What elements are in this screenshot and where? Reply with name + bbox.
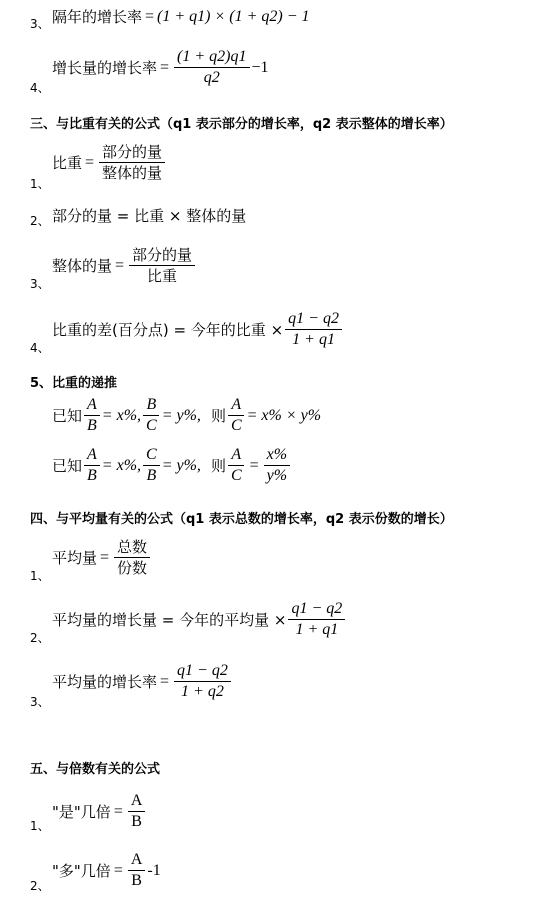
value-x: = x%, (101, 456, 142, 474)
fraction-x-y (264, 446, 290, 485)
lhs-label: 隔年的增长率 (52, 8, 143, 26)
item-number: 2、 (30, 879, 50, 893)
equation (52, 143, 167, 182)
denominator: B (87, 417, 97, 434)
fraction (128, 851, 146, 890)
numerator: B (143, 396, 159, 416)
lhs-label: 平均量的增长率 (52, 673, 158, 691)
then-label: 则 (210, 457, 226, 475)
denominator: B (87, 467, 97, 484)
item-number: 3、 (30, 17, 50, 31)
denominator: B (131, 872, 142, 889)
item-number: 3、 (30, 277, 50, 291)
denominator: q2 (203, 69, 220, 86)
lhs-label: 比重 (52, 154, 83, 172)
formula-text: 部分的量 = 比重 × 整体的量 (52, 207, 247, 225)
item-number: 2、 (30, 214, 50, 228)
item-number: 2、 (30, 631, 50, 645)
equals-sign: = (113, 861, 123, 879)
fraction-b-c (143, 396, 160, 435)
numerator: A (84, 446, 100, 466)
then-label: 则 (210, 407, 226, 425)
lhs-label: "是"几倍 (52, 803, 111, 821)
numerator: C (143, 446, 160, 466)
numerator: q1 − q2 (285, 310, 342, 330)
result: = x% × y% (246, 406, 322, 424)
numerator: A (128, 851, 146, 871)
numerator: 部分的量 (99, 143, 165, 163)
equals-sign: = (85, 153, 95, 171)
fraction (174, 48, 249, 87)
equation (52, 396, 321, 435)
lhs-label: 比重的差(百分点) = 今年的比重 × (52, 321, 284, 339)
numerator: A (228, 446, 244, 466)
denominator: C (146, 417, 157, 434)
equation (52, 48, 269, 87)
fraction-a-b (84, 396, 100, 435)
fraction (114, 538, 150, 577)
item-number: 3、 (30, 695, 50, 709)
subheading-proportion-recursion: 5、比重的递推 (30, 376, 118, 391)
fraction (285, 310, 342, 349)
fraction (129, 246, 195, 285)
section-heading-average: 四、与平均量有关的公式（q1 表示总数的增长率，q2 表示份数的增长） (30, 512, 453, 527)
equation (52, 205, 246, 226)
equation (52, 662, 233, 701)
lhs-label: 增长量的增长率 (52, 59, 158, 77)
value-y: = y%, (161, 406, 201, 424)
numerator: 总数 (114, 538, 150, 558)
lhs-label: 整体的量 (52, 257, 113, 275)
item-number: 4、 (30, 341, 50, 355)
value-y: = y%, (161, 456, 201, 474)
known-label: 已知 (52, 457, 83, 475)
item-number: 1、 (30, 819, 50, 833)
equation (52, 792, 147, 831)
fraction (128, 792, 146, 831)
equation (52, 246, 197, 285)
fraction-a-c (228, 446, 245, 485)
value-x: = x%, (101, 406, 142, 424)
equation (52, 600, 347, 639)
fraction-a-b (84, 446, 100, 485)
equals-sign: = (160, 58, 170, 76)
equation (52, 538, 152, 577)
denominator: C (230, 417, 242, 434)
denominator: y% (266, 467, 288, 484)
numerator: q1 − q2 (174, 662, 231, 682)
numerator: x% (264, 446, 290, 466)
section-heading-multiple: 五、与倍数有关的公式 (30, 762, 161, 777)
item-number: 4、 (30, 81, 50, 95)
tail-term: −1 (251, 58, 269, 76)
expression: (1 + q1) × (1 + q2) − 1 (157, 7, 310, 25)
equation (52, 6, 310, 27)
equation (52, 851, 161, 890)
equals-sign: = (115, 256, 125, 274)
denominator: C (230, 467, 242, 484)
lhs-label: 平均量的增长量 = 今年的平均量 × (52, 611, 287, 629)
numerator: A (228, 396, 244, 416)
lhs-label: "多"几倍 (52, 862, 111, 880)
fraction-a-c (228, 396, 245, 435)
numerator: 部分的量 (129, 246, 195, 266)
numerator: A (84, 396, 100, 416)
equals-sign: = (145, 7, 155, 25)
equation (52, 310, 344, 349)
section-heading-proportion: 三、与比重有关的公式（q1 表示部分的增长率，q2 表示整体的增长率） (30, 117, 453, 132)
fraction (99, 143, 165, 182)
denominator: 1 + q1 (295, 621, 339, 638)
numerator: q1 − q2 (288, 600, 345, 620)
fraction (288, 600, 345, 639)
denominator: B (146, 467, 157, 484)
lhs-label: 平均量 (52, 549, 98, 567)
numerator: A (128, 792, 146, 812)
known-label: 已知 (52, 407, 83, 425)
denominator: 份数 (117, 559, 148, 577)
equals-sign: = (100, 548, 110, 566)
numerator: (1 + q2)q1 (174, 48, 249, 68)
denominator: 整体的量 (102, 164, 163, 182)
tail-term: -1 (147, 861, 161, 879)
equals-sign: = (160, 672, 170, 690)
denominator: 比重 (147, 267, 178, 285)
denominator: 1 + q1 (292, 331, 335, 348)
fraction-c-b (143, 446, 160, 485)
equation (52, 446, 292, 485)
denominator: 1 + q2 (181, 683, 224, 700)
item-number: 1、 (30, 177, 50, 191)
fraction (174, 662, 231, 701)
denominator: B (131, 813, 142, 830)
item-number: 1、 (30, 569, 50, 583)
equals-sign: = (113, 802, 123, 820)
equals-sign: = (249, 456, 259, 474)
